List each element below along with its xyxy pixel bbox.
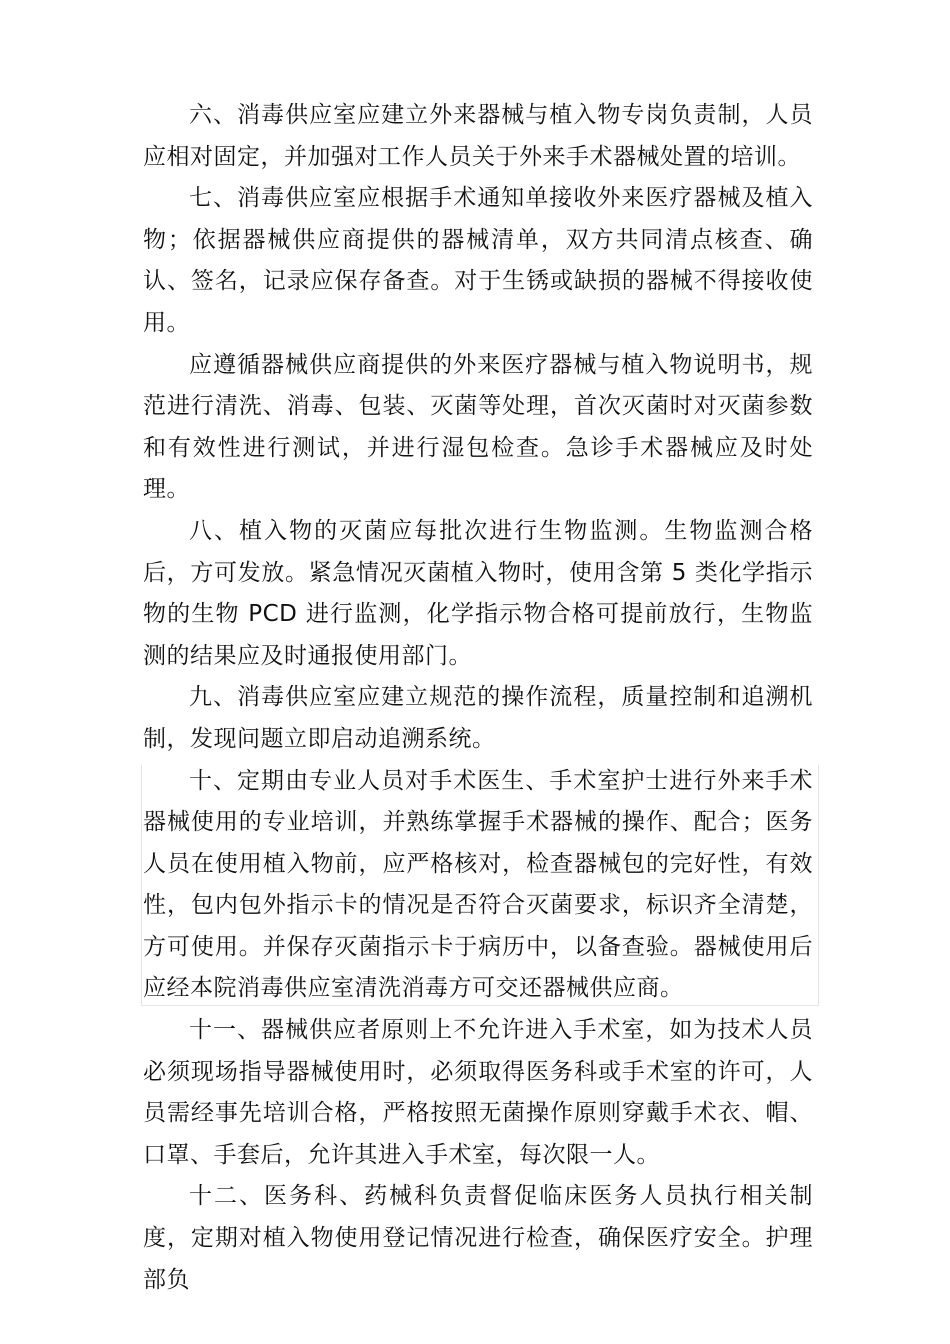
paragraph-section-11: 十一、器械供应者原则上不允许进入手术室，如为技术人员必须现场指导器械使用时，必须取得医务科或手术室的许可，人员需经事先培训合格，严格按照无菌操作原则穿戴手术衣、帽、口罩、手套后，允许其进入手术室，每次限一人。 [143, 1017, 813, 1168]
paragraph-section-8: 八、植入物的灭菌应每批次进行生物监测。生物监测合格后，方可发放。紧急情况灭菌植入物时，使用含第 5 类化学指示物的生物 PCD 进行监测，化学指示物合格可提前放行，生物监测的结果应及时通报使用部门。 [143, 517, 813, 669]
paragraph-section-7: 七、消毒供应室应根据手术通知单接收外来医疗器械及植入物；依据器械供应商提供的器械清单，双方共同清点核查、确认、签名，记录应保存备查。对于生锈或缺损的器械不得接收使用。 [143, 185, 813, 336]
bordered-paragraph-block [143, 761, 813, 1011]
paragraph-section-10: 十、定期由专业人员对手术医生、手术室护士进行外来手术器械使用的专业培训，并熟练掌握手术器械的操作、配合；医务人员在使用植入物前，应严格核对，检查器械包的完好性，有效性，包内包外指示卡的情况是否符合灭菌要求，标识齐全清楚，方可使用。并保存灭菌指示卡于病历中，以备查验。器械使用后应经本院消毒供应室清洗消毒方可交还器械供应商。 [143, 767, 813, 1002]
paragraph-section-12: 十二、医务科、药械科负责督促临床医务人员执行相关制度，定期对植入物使用登记情况进行检查，确保医疗安全。护理部负 [143, 1183, 813, 1293]
paragraph-section-6: 六、消毒供应室应建立外来器械与植入物专岗负责制，人员应相对固定，并加强对工作人员关于外来手术器械处置的培训。 [143, 102, 813, 170]
paragraph-section-9: 九、消毒供应室应建立规范的操作流程，质量控制和追溯机制，发现问题立即启动追溯系统。 [143, 684, 813, 752]
paragraph-section-7-continued: 应遵循器械供应商提供的外来医疗器械与植入物说明书，规范进行清洗、消毒、包装、灭菌等处理，首次灭菌时对灭菌参数和有效性进行测试，并进行湿包检查。急诊手术器械应及时处理。 [143, 351, 813, 503]
document-body [143, 95, 813, 1301]
